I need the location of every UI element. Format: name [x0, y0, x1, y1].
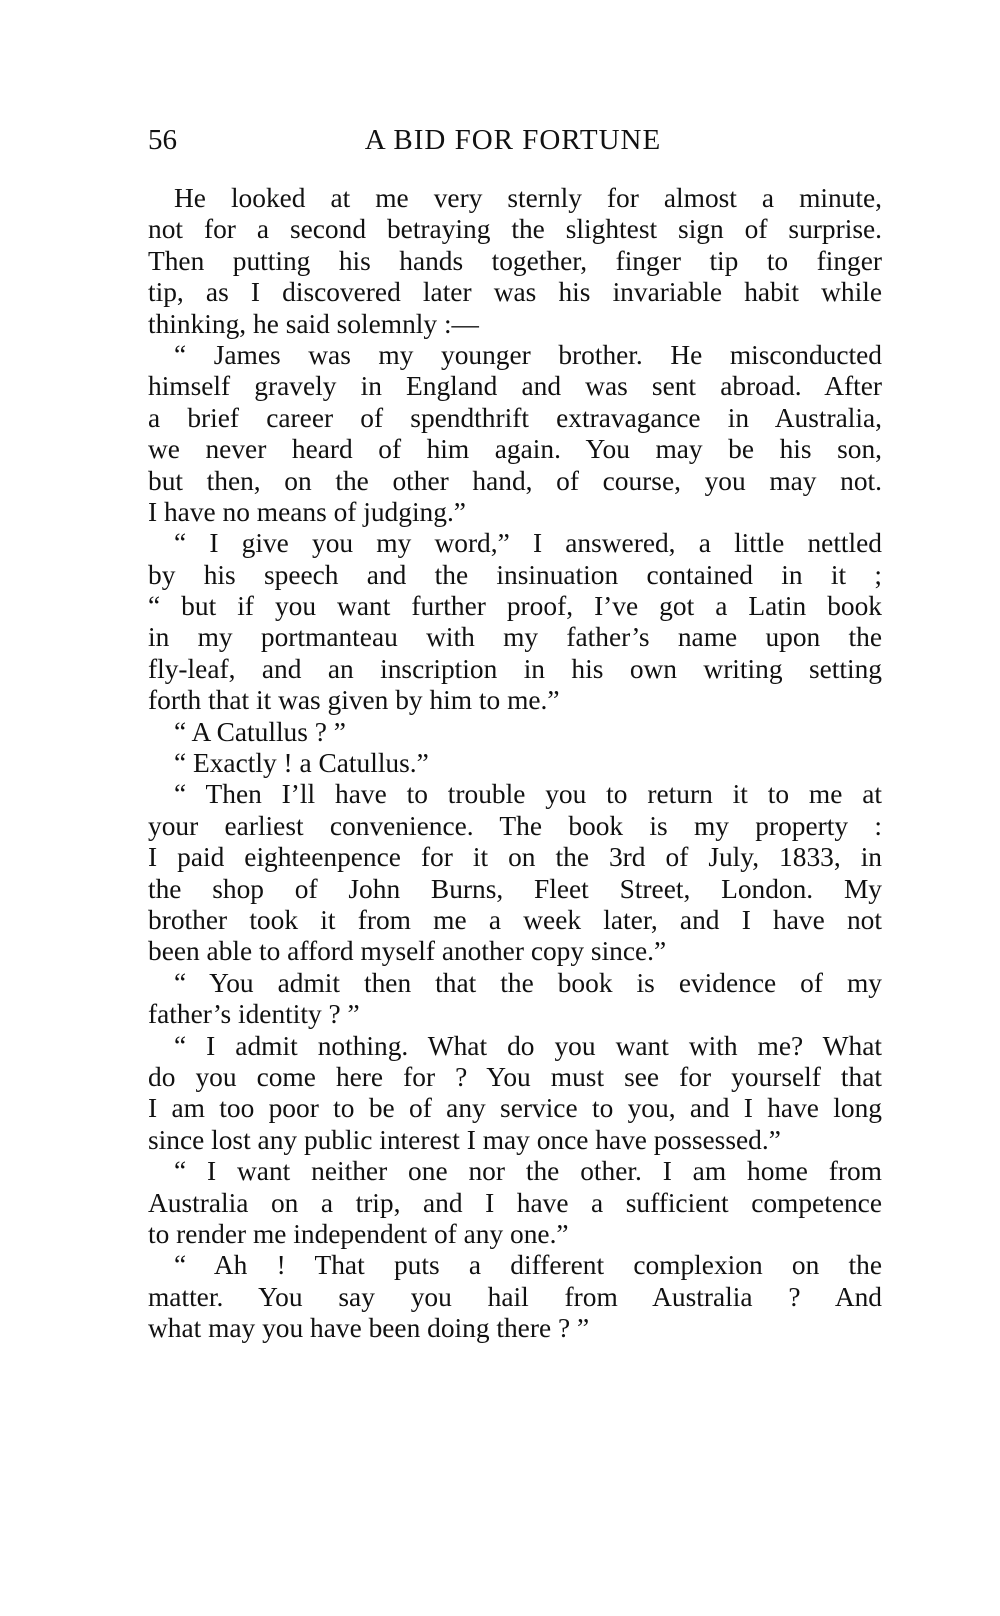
text-line: not for a second betraying the slightest sign of surprise.: [148, 214, 882, 245]
text-line: “ Then I’ll have to trouble you to return it to me at: [174, 779, 882, 810]
text-line: “ You admit then that the book is evidence of my: [174, 967, 882, 998]
text-line: I have no means of judging.”: [148, 496, 466, 527]
text-line: but then, on the other hand, of course, you may not.: [148, 465, 882, 496]
body-text: [148, 183, 882, 1344]
text-line: “ James was my younger brother. He misconducted: [174, 339, 882, 370]
text-line: Then putting his hands together, finger tip to finger: [148, 245, 882, 276]
text-line: brother took it from me a week later, and I have not: [148, 904, 882, 935]
text-line: in my portmanteau with my father’s name upon the: [148, 622, 882, 653]
page-number: 56: [148, 124, 177, 156]
text-line: forth that it was given by him to me.”: [148, 685, 560, 716]
text-line: He looked at me very sternly for almost a minute,: [174, 183, 882, 213]
text-line: Australia on a trip, and I have a sufficient competence: [148, 1187, 882, 1218]
text-line: a brief career of spendthrift extravagance in Australia,: [148, 402, 882, 433]
book-title: A BID FOR FORTUNE: [364, 124, 662, 156]
text-line: what may you have been doing there ? ”: [148, 1313, 590, 1344]
text-line: we never heard of him again. You may be his son,: [148, 434, 882, 465]
text-line: your earliest convenience. The book is my property :: [148, 810, 882, 841]
text-line: since lost any public interest I may once have possessed.”: [148, 1124, 781, 1155]
text-line: “ A Catullus ? ”: [174, 716, 346, 747]
text-line: do you come here for ? You must see for yourself that: [148, 1061, 882, 1092]
text-line: I paid eighteenpence for it on the 3rd of July, 1833, in: [148, 842, 882, 873]
text-line: himself gravely in England and was sent abroad. After: [148, 371, 882, 402]
text-line: “ Ah ! That puts a different complexion on the: [174, 1250, 882, 1281]
text-line: fly-leaf, and an inscription in his own writing setting: [148, 653, 882, 684]
text-line: “ Exactly ! a Catullus.”: [174, 748, 429, 779]
text-line: to render me independent of any one.”: [148, 1218, 569, 1249]
text-line: been able to afford myself another copy since.”: [148, 936, 667, 967]
text-line: the shop of John Burns, Fleet Street, London. My: [148, 873, 882, 904]
text-line: matter. You say you hail from Australia ? And: [148, 1281, 882, 1312]
text-line: I am too poor to be of any service to you, and I have long: [148, 1093, 882, 1124]
text-line: “ I give you my word,” I answered, a little nettled: [174, 528, 882, 559]
text-line: “ but if you want further proof, I’ve got a Latin book: [148, 591, 882, 622]
text-line: tip, as I discovered later was his invariable habit while: [148, 277, 882, 308]
text-line: thinking, he said solemnly :—: [148, 308, 479, 339]
text-line: father’s identity ? ”: [148, 999, 360, 1030]
running-header: [148, 120, 878, 160]
text-line: “ I want neither one nor the other. I am home from: [174, 1156, 882, 1187]
text-line: “ I admit nothing. What do you want with me? What: [174, 1030, 882, 1061]
text-line: by his speech and the insinuation contained in it ;: [148, 559, 882, 590]
